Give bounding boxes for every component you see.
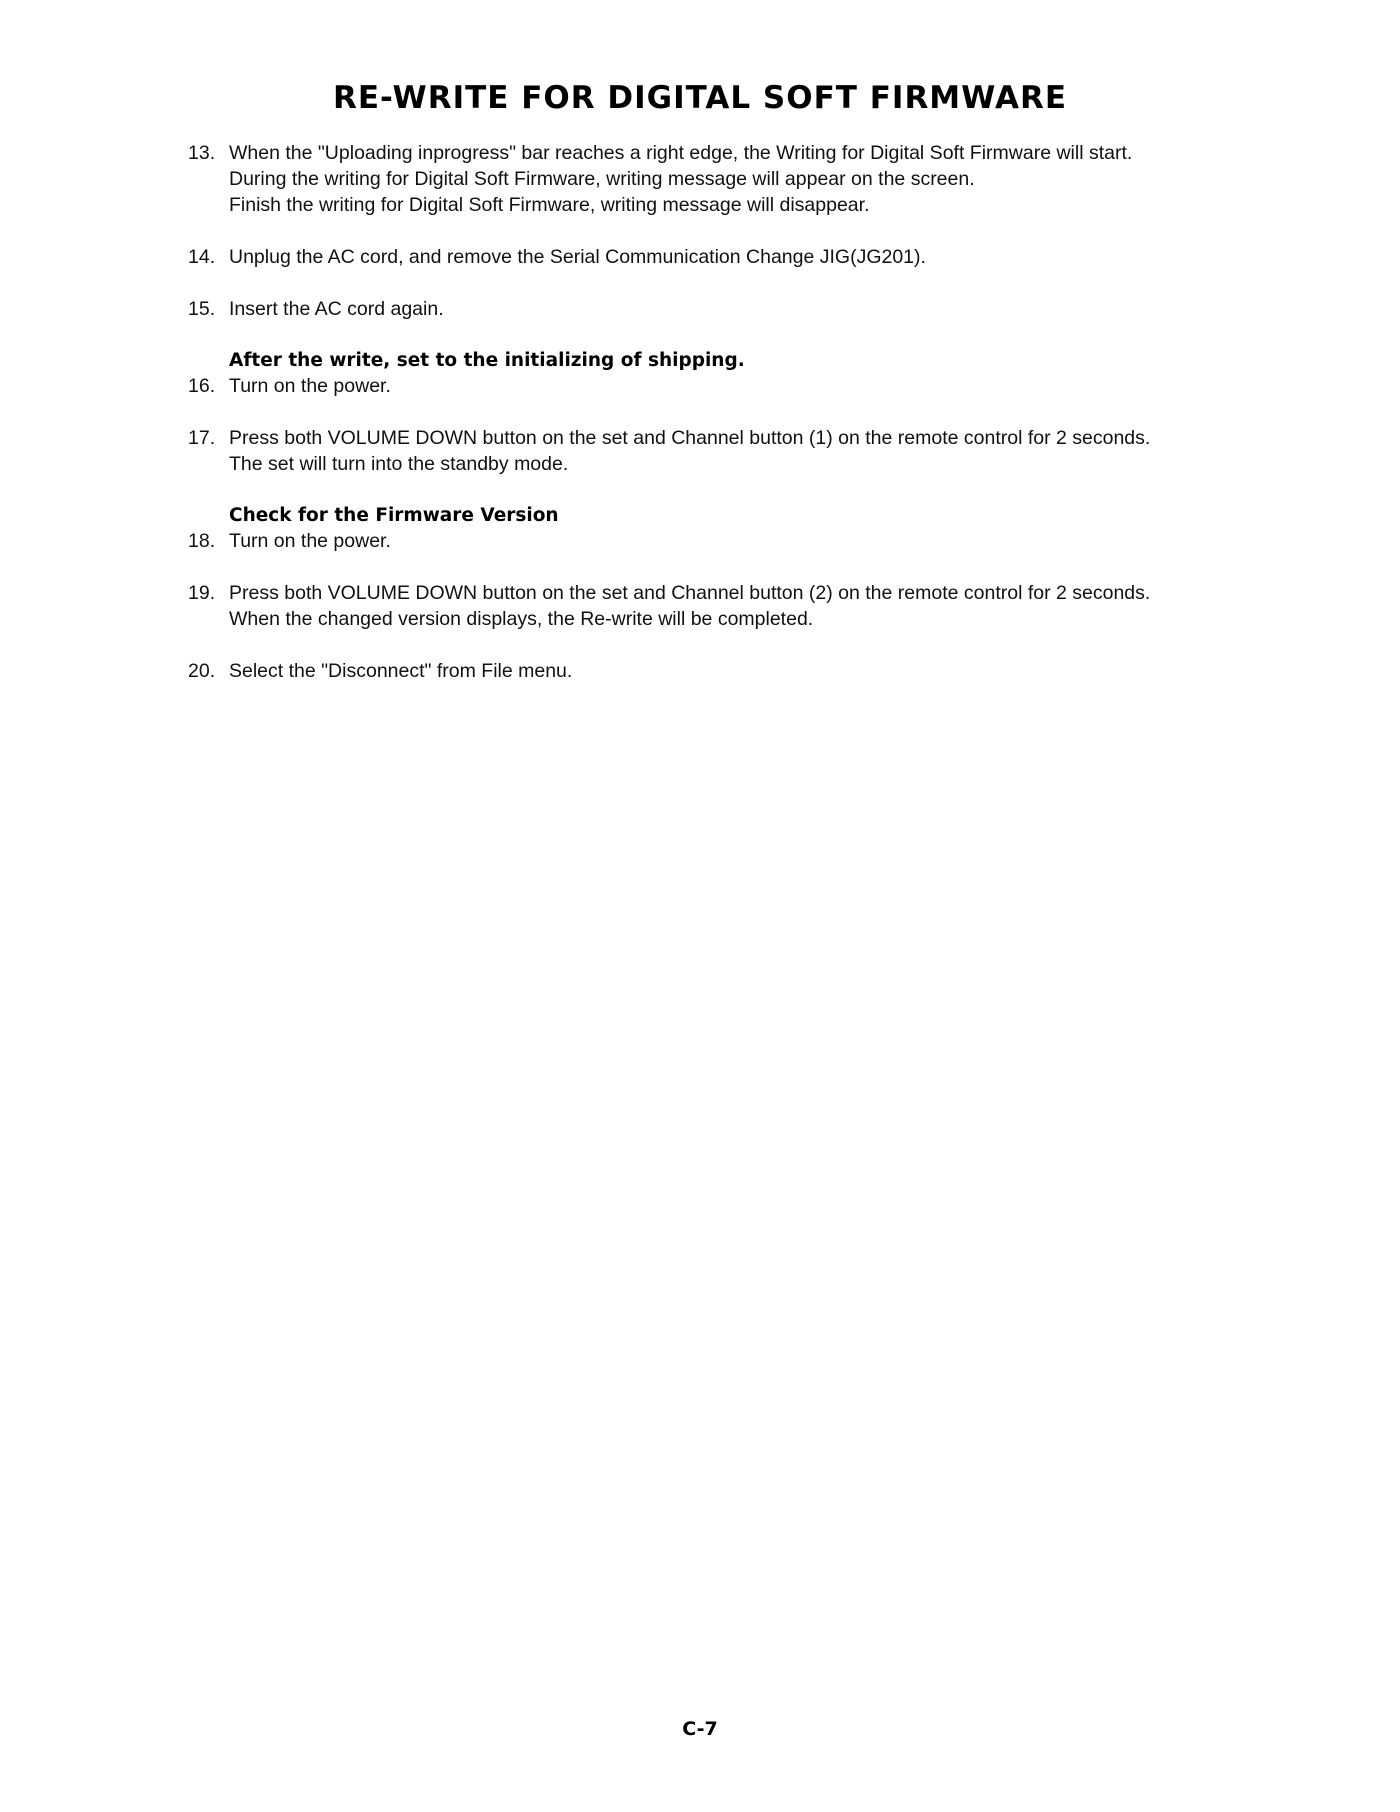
step-number: 18. (188, 530, 216, 552)
section-heading-shipping-init: After the write, set to the initializing of shipping. (229, 350, 745, 371)
step-15 (188, 296, 1228, 322)
step-text: Press both VOLUME DOWN button on the set and Channel button (1) on the remote control for 2 seconds. (229, 427, 1151, 449)
step-text: Turn on the power. (229, 375, 391, 397)
step-text: Select the "Disconnect" from File menu. (229, 660, 573, 682)
step-number: 14. (188, 246, 216, 268)
steps-list (188, 140, 1228, 710)
section-heading-firmware-version: Check for the Firmware Version (229, 505, 559, 526)
step-text: When the "Uploading inprogress" bar reaches a right edge, the Writing for Digital Soft Firmware will start. (229, 142, 1133, 164)
shipping-init-section (188, 348, 1228, 399)
step-text: When the changed version displays, the Re-write will be completed. (229, 608, 814, 630)
step-text: Press both VOLUME DOWN button on the set and Channel button (2) on the remote control for 2 seconds. (229, 582, 1151, 604)
firmware-version-section (188, 503, 1228, 554)
step-number: 13. (188, 142, 216, 164)
step-text: Unplug the AC cord, and remove the Serial Communication Change JIG(JG201). (229, 246, 926, 268)
step-20 (188, 658, 1228, 684)
page-number: C-7 (682, 1718, 718, 1740)
step-17 (188, 425, 1228, 477)
step-text: Insert the AC cord again. (229, 298, 444, 320)
step-text: Finish the writing for Digital Soft Firmware, writing message will disappear. (229, 194, 870, 216)
step-number: 19. (188, 582, 216, 604)
step-text: During the writing for Digital Soft Firmware, writing message will appear on the screen. (229, 168, 975, 190)
step-19 (188, 580, 1228, 632)
step-18 (188, 528, 1228, 554)
step-number: 15. (188, 298, 216, 320)
page-title: RE-WRITE FOR DIGITAL SOFT FIRMWARE (332, 80, 1067, 116)
step-16 (188, 373, 1228, 399)
step-text: The set will turn into the standby mode. (229, 453, 569, 475)
step-number: 16. (188, 375, 216, 397)
step-14 (188, 244, 1228, 270)
step-number: 20. (188, 660, 216, 682)
step-13 (188, 140, 1228, 218)
step-text: Turn on the power. (229, 530, 391, 552)
step-number: 17. (188, 427, 216, 449)
